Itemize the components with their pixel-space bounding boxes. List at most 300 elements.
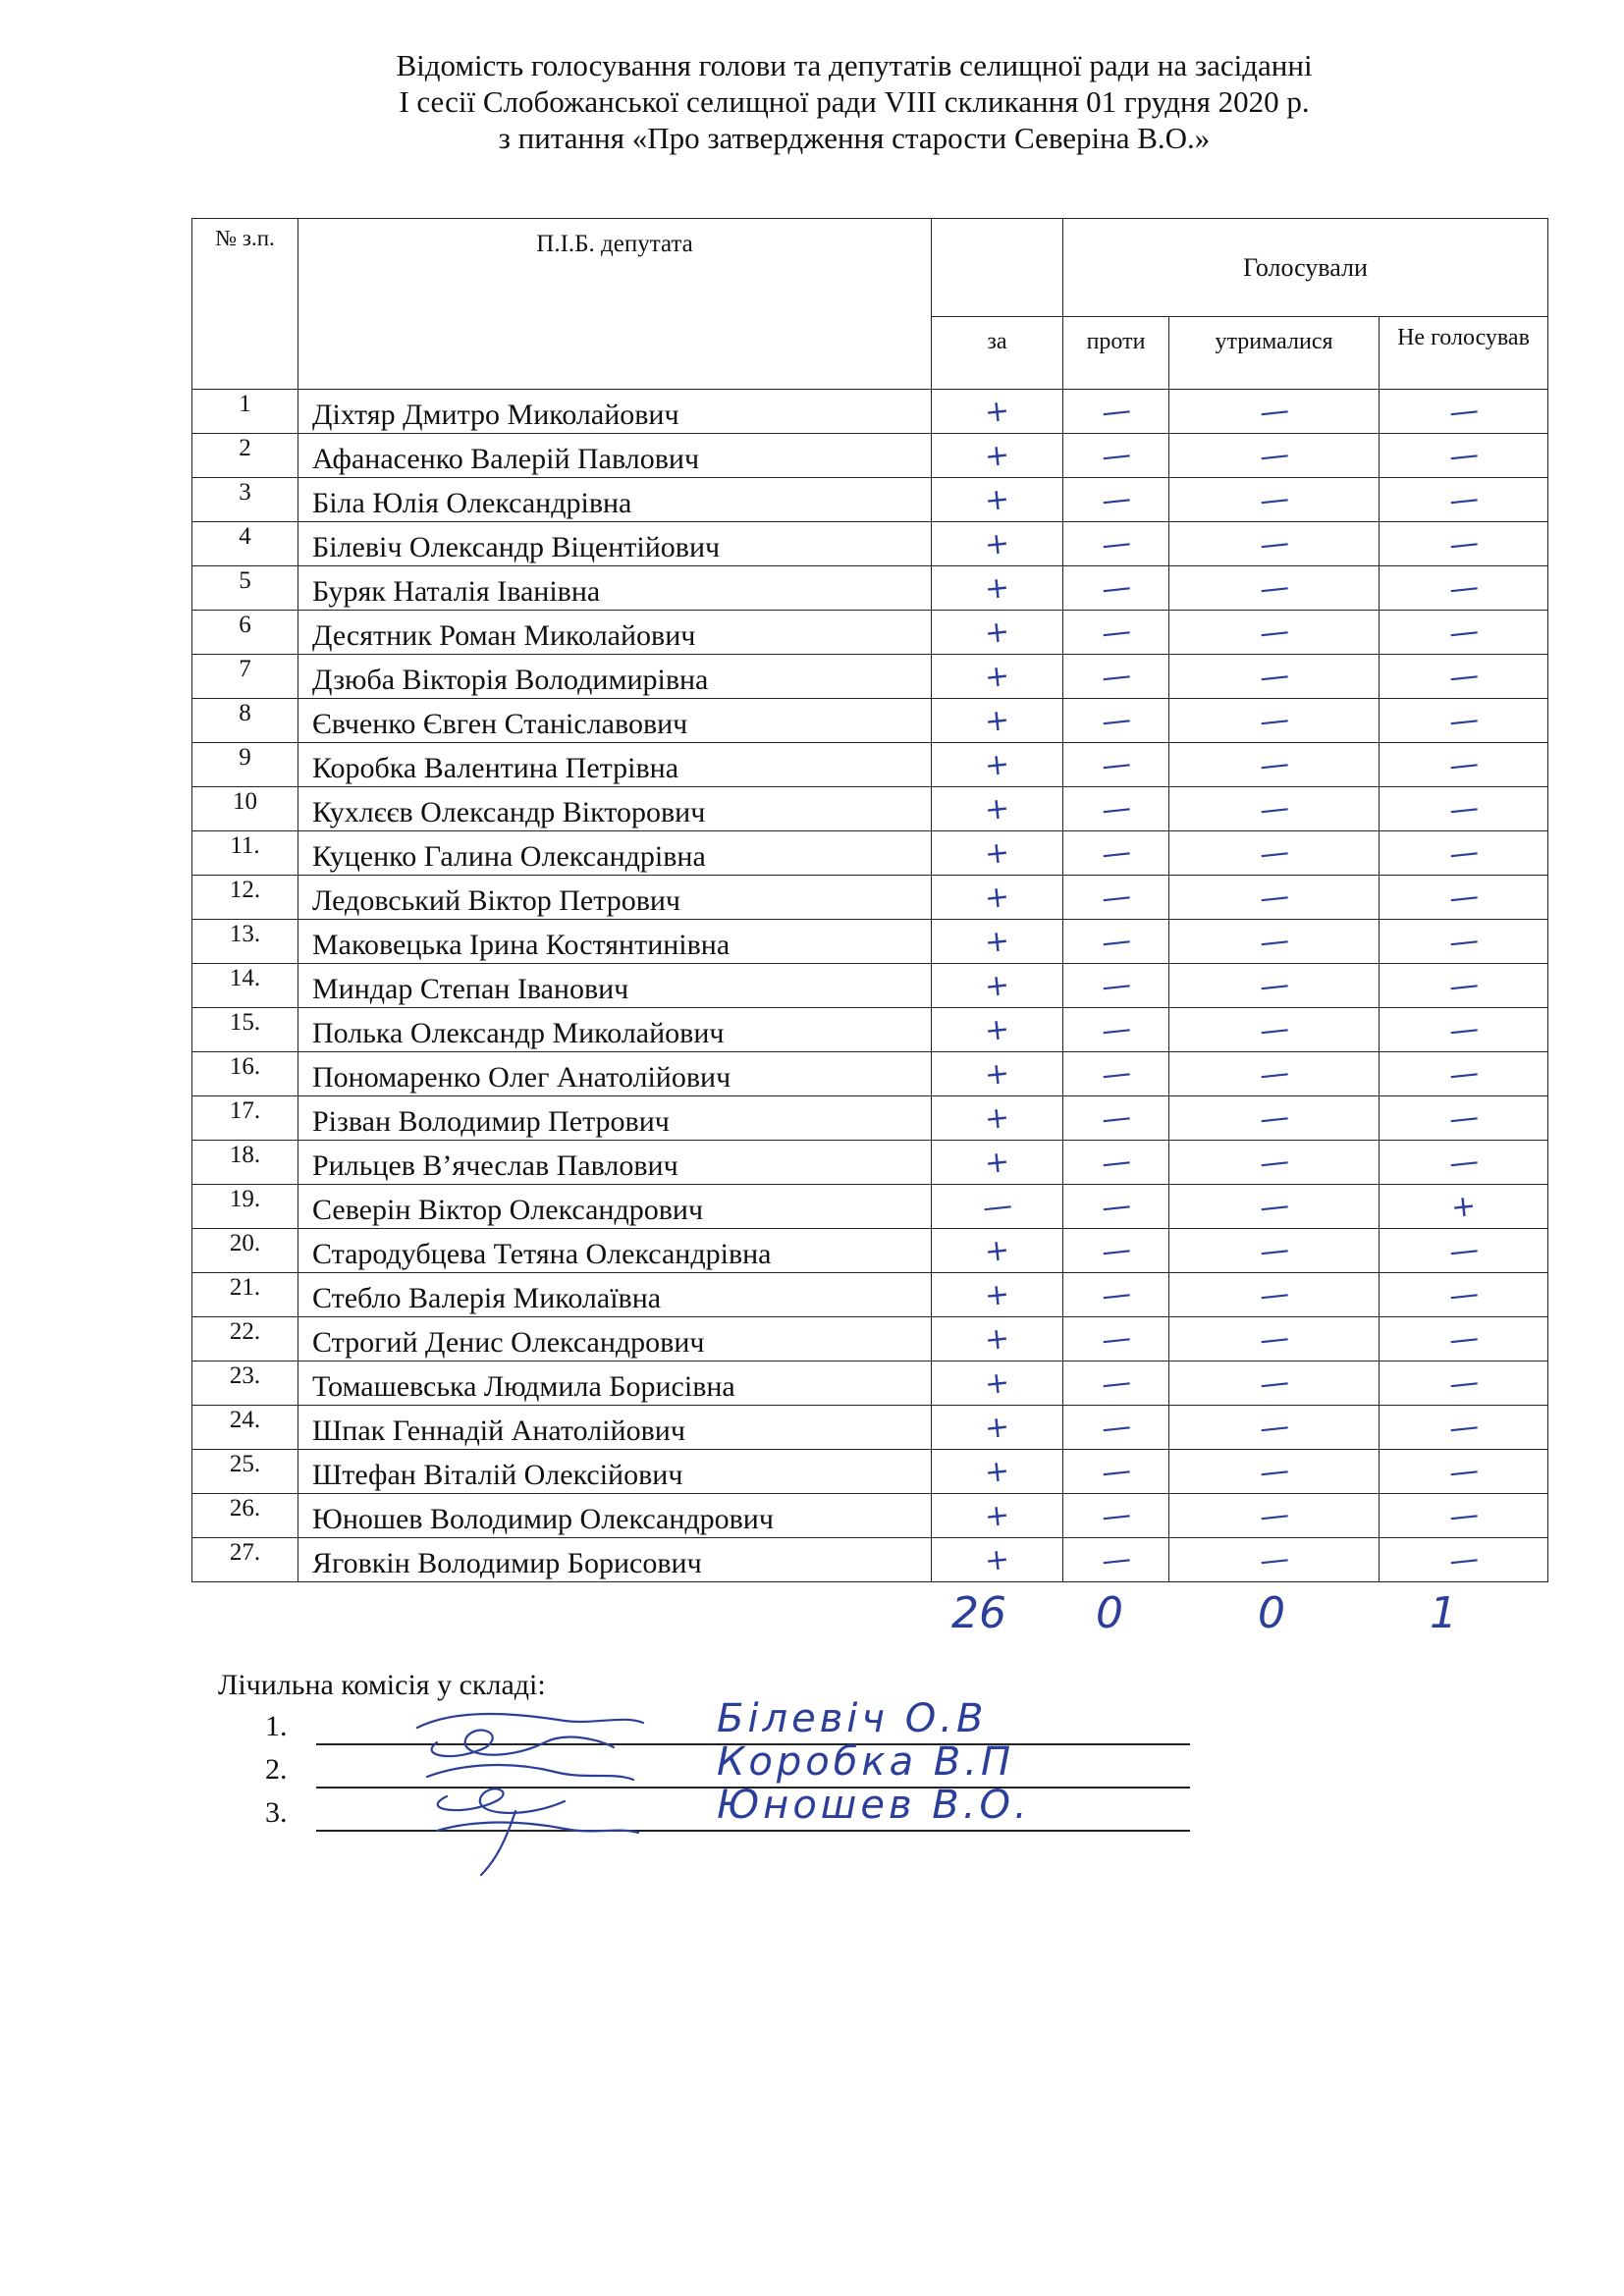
vote-not-voted-mark-glyph: —: [1446, 1232, 1481, 1269]
vote-for-mark: [932, 1494, 1063, 1538]
vote-for-mark-glyph: +: [983, 1011, 1011, 1048]
vote-against-mark-glyph: —: [1099, 1276, 1133, 1313]
vote-for-mark: [932, 1229, 1063, 1273]
vote-abstained-mark-glyph: —: [1257, 437, 1291, 474]
vote-for-mark-glyph: +: [983, 879, 1011, 916]
vote-abstained-mark-glyph: —: [1257, 1276, 1291, 1313]
table-row: [192, 1406, 1548, 1450]
deputy-name: Діхтяр Дмитро Миколайович: [298, 390, 932, 434]
vote-abstained-mark: [1169, 1229, 1380, 1273]
vote-not-voted-mark-glyph: —: [1446, 1497, 1481, 1534]
vote-against-mark: [1063, 655, 1169, 699]
vote-for-mark: [932, 876, 1063, 920]
total-against: 0: [1096, 1588, 1123, 1638]
vote-against-mark-glyph: —: [1099, 1099, 1133, 1137]
deputy-name: Різван Володимир Петрович: [298, 1096, 932, 1141]
vote-against-mark: [1063, 1406, 1169, 1450]
table-row: [192, 478, 1548, 522]
member-number: 1.: [265, 1710, 288, 1742]
vote-not-voted-mark-glyph: —: [1446, 746, 1481, 783]
vote-not-voted-mark-glyph: —: [1446, 1453, 1481, 1490]
vote-against-mark-glyph: —: [1099, 1188, 1133, 1225]
vote-not-voted-mark-glyph: —: [1446, 481, 1481, 518]
row-number: 2: [192, 434, 298, 478]
vote-for-mark: [932, 1317, 1063, 1362]
vote-for-mark-glyph: +: [983, 1099, 1011, 1137]
commission-label: Лічильна комісія у складі:: [218, 1669, 546, 1701]
header-abstained: утрималися: [1169, 317, 1380, 390]
vote-not-voted-mark-glyph: —: [1446, 1055, 1481, 1093]
deputy-name: Стародубцева Тетяна Олександрівна: [298, 1229, 932, 1273]
deputy-name: Рильцев В’ячеслав Павлович: [298, 1141, 932, 1185]
vote-abstained-mark-glyph: —: [1257, 967, 1291, 1004]
vote-against-mark: [1063, 1096, 1169, 1141]
row-number: 15.: [192, 1008, 298, 1052]
vote-abstained-mark: [1169, 434, 1380, 478]
vote-abstained-mark-glyph: —: [1257, 658, 1291, 695]
vote-against-mark-glyph: —: [1099, 1144, 1133, 1181]
vote-abstained-mark-glyph: —: [1257, 525, 1291, 562]
row-number: 4: [192, 522, 298, 566]
vote-not-voted-mark-glyph: —: [1446, 702, 1481, 739]
deputy-name: Шпак Геннадій Анатолійович: [298, 1406, 932, 1450]
table-row: [192, 1317, 1548, 1362]
vote-against-mark-glyph: —: [1099, 437, 1133, 474]
vote-not-voted-mark-glyph: —: [1446, 1276, 1481, 1313]
vote-abstained-mark: [1169, 611, 1380, 655]
vote-for-mark: [932, 655, 1063, 699]
vote-for-mark-glyph: +: [983, 1232, 1011, 1269]
vote-against-mark: [1063, 1317, 1169, 1362]
vote-for-mark: [932, 434, 1063, 478]
vote-for-mark-glyph: +: [983, 614, 1011, 651]
vote-abstained-mark: [1169, 1406, 1380, 1450]
vote-against-mark-glyph: —: [1099, 967, 1133, 1004]
table-row: [192, 1538, 1548, 1582]
vote-abstained-mark-glyph: —: [1257, 1497, 1291, 1534]
row-number: 16.: [192, 1052, 298, 1096]
deputy-name: Стебло Валерія Миколаївна: [298, 1273, 932, 1317]
vote-against-mark-glyph: —: [1099, 393, 1133, 430]
vote-abstained-mark: [1169, 1141, 1380, 1185]
vote-not-voted-mark-glyph: —: [1446, 967, 1481, 1004]
vote-for-mark: [932, 831, 1063, 876]
vote-against-mark: [1063, 611, 1169, 655]
totals-row: [0, 1588, 1624, 1647]
row-number: 11.: [192, 831, 298, 876]
vote-abstained-mark: [1169, 1273, 1380, 1317]
vote-against-mark: [1063, 1008, 1169, 1052]
vote-abstained-mark-glyph: —: [1257, 1188, 1291, 1225]
member-number: 3.: [265, 1796, 288, 1829]
deputy-name: Строгий Денис Олександрович: [298, 1317, 932, 1362]
row-number: 5: [192, 566, 298, 611]
vote-abstained-mark: [1169, 1450, 1380, 1494]
row-number: 12.: [192, 876, 298, 920]
row-number: 27.: [192, 1538, 298, 1582]
title-line-3: з питання «Про затвердження старости Северіна В.О.»: [498, 121, 1211, 155]
vote-against-mark: [1063, 566, 1169, 611]
vote-against-mark: [1063, 1229, 1169, 1273]
table-row: [192, 831, 1548, 876]
member-name: Білевіч О.В: [717, 1696, 988, 1741]
row-number: 9: [192, 743, 298, 787]
member-name: Юношев В.О.: [717, 1783, 1031, 1828]
row-number: 21.: [192, 1273, 298, 1317]
vote-abstained-mark: [1169, 876, 1380, 920]
vote-against-mark-glyph: —: [1099, 1541, 1133, 1578]
vote-abstained-mark-glyph: —: [1257, 1541, 1291, 1578]
row-number: 19.: [192, 1185, 298, 1229]
vote-abstained-mark-glyph: —: [1257, 1011, 1291, 1048]
deputy-name: Євченко Євген Станіславович: [298, 699, 932, 743]
vote-for-mark: [932, 964, 1063, 1008]
vote-against-mark: [1063, 964, 1169, 1008]
vote-abstained-mark: [1169, 1494, 1380, 1538]
vote-abstained-mark-glyph: —: [1257, 790, 1291, 828]
table-row: [192, 1052, 1548, 1096]
vote-for-mark-glyph: +: [983, 923, 1011, 960]
vote-abstained-mark-glyph: —: [1257, 569, 1291, 607]
vote-for-mark-glyph: +: [983, 834, 1011, 872]
row-number: 26.: [192, 1494, 298, 1538]
table-row: [192, 1008, 1548, 1052]
table-row: [192, 566, 1548, 611]
vote-for-mark: [932, 478, 1063, 522]
vote-for-mark: [932, 920, 1063, 964]
table-row: [192, 1273, 1548, 1317]
vote-abstained-mark-glyph: —: [1257, 879, 1291, 916]
vote-against-mark-glyph: —: [1099, 790, 1133, 828]
vote-abstained-mark: [1169, 1185, 1380, 1229]
vote-abstained-mark-glyph: —: [1257, 481, 1291, 518]
vote-not-voted-mark-glyph: +: [1449, 1188, 1478, 1225]
vote-against-mark: [1063, 1494, 1169, 1538]
deputy-name: Штефан Віталій Олексійович: [298, 1450, 932, 1494]
vote-for-mark-glyph: +: [983, 1320, 1011, 1358]
vote-against-mark: [1063, 743, 1169, 787]
vote-not-voted-mark: [1380, 920, 1548, 964]
header-against: проти: [1063, 317, 1169, 390]
deputy-name: Яговкін Володимир Борисович: [298, 1538, 932, 1582]
vote-for-mark-glyph: +: [983, 1364, 1011, 1402]
header-blank-cell: [932, 219, 1063, 317]
vote-not-voted-mark: [1380, 611, 1548, 655]
vote-not-voted-mark: [1380, 1273, 1548, 1317]
vote-against-mark-glyph: —: [1099, 658, 1133, 695]
vote-not-voted-mark-glyph: —: [1446, 393, 1481, 430]
vote-abstained-mark: [1169, 1008, 1380, 1052]
vote-against-mark: [1063, 1052, 1169, 1096]
row-number: 8: [192, 699, 298, 743]
vote-for-mark-glyph: +: [983, 437, 1011, 474]
vote-not-voted-mark: [1380, 1450, 1548, 1494]
vote-abstained-mark-glyph: —: [1257, 1232, 1291, 1269]
vote-not-voted-mark: [1380, 831, 1548, 876]
vote-abstained-mark: [1169, 743, 1380, 787]
deputy-name: Кухлєєв Олександр Вікторович: [298, 787, 932, 831]
table-row: [192, 876, 1548, 920]
table-row: [192, 1362, 1548, 1406]
vote-against-mark-glyph: —: [1099, 1364, 1133, 1402]
vote-abstained-mark: [1169, 566, 1380, 611]
vote-not-voted-mark-glyph: —: [1446, 1409, 1481, 1446]
table-row: [192, 1096, 1548, 1141]
table-row: [192, 522, 1548, 566]
vote-for-mark-glyph: +: [983, 1541, 1011, 1578]
vote-not-voted-mark: [1380, 699, 1548, 743]
vote-not-voted-mark: [1380, 434, 1548, 478]
table-row: [192, 964, 1548, 1008]
deputy-name: Юношев Володимир Олександрович: [298, 1494, 932, 1538]
row-number: 24.: [192, 1406, 298, 1450]
vote-for-mark: [932, 1185, 1063, 1229]
vote-against-mark-glyph: —: [1099, 1409, 1133, 1446]
vote-for-mark-glyph: +: [983, 790, 1011, 828]
header-voted: Голосували: [1063, 219, 1548, 317]
vote-abstained-mark: [1169, 1538, 1380, 1582]
vote-not-voted-mark-glyph: —: [1446, 1099, 1481, 1137]
vote-against-mark: [1063, 1273, 1169, 1317]
vote-against-mark-glyph: —: [1099, 1453, 1133, 1490]
vote-not-voted-mark: [1380, 964, 1548, 1008]
vote-for-mark-glyph: +: [983, 481, 1011, 518]
table-row: [192, 1141, 1548, 1185]
header-name: П.І.Б. депутата: [298, 219, 932, 390]
vote-against-mark: [1063, 876, 1169, 920]
vote-not-voted-mark: [1380, 1229, 1548, 1273]
table-row: [192, 1450, 1548, 1494]
header-num: № з.п.: [192, 219, 298, 390]
vote-not-voted-mark-glyph: —: [1446, 1011, 1481, 1048]
vote-for-mark-glyph: +: [983, 1497, 1011, 1534]
vote-abstained-mark-glyph: —: [1257, 1453, 1291, 1490]
vote-against-mark: [1063, 390, 1169, 434]
vote-against-mark-glyph: —: [1099, 746, 1133, 783]
deputy-name: Томашевська Людмила Борисівна: [298, 1362, 932, 1406]
vote-not-voted-mark: [1380, 655, 1548, 699]
vote-abstained-mark: [1169, 478, 1380, 522]
row-number: 17.: [192, 1096, 298, 1141]
total-not-voted: 1: [1430, 1588, 1457, 1638]
vote-against-mark: [1063, 1450, 1169, 1494]
vote-not-voted-mark: [1380, 1052, 1548, 1096]
row-number: 10: [192, 787, 298, 831]
vote-not-voted-mark: [1380, 1141, 1548, 1185]
vote-for-mark: [932, 1538, 1063, 1582]
table-row: [192, 920, 1548, 964]
vote-for-mark-glyph: +: [983, 746, 1011, 783]
vote-for-mark: [932, 787, 1063, 831]
header-for: за: [932, 317, 1063, 390]
table-row: [192, 1229, 1548, 1273]
vote-for-mark: [932, 1450, 1063, 1494]
deputy-name: Афанасенко Валерій Павлович: [298, 434, 932, 478]
deputy-name: Буряк Наталія Іванівна: [298, 566, 932, 611]
row-number: 20.: [192, 1229, 298, 1273]
vote-not-voted-mark: [1380, 522, 1548, 566]
vote-for-mark-glyph: +: [983, 525, 1011, 562]
deputy-name: Пономаренко Олег Анатолійович: [298, 1052, 932, 1096]
vote-not-voted-mark: [1380, 1096, 1548, 1141]
vote-not-voted-mark-glyph: —: [1446, 790, 1481, 828]
vote-for-mark: [932, 699, 1063, 743]
deputy-name: Миндар Степан Іванович: [298, 964, 932, 1008]
title-line-1: Відомість голосування голови та депутатів селищної ради на засіданні: [396, 48, 1313, 82]
vote-not-voted-mark: [1380, 1362, 1548, 1406]
vote-for-mark-glyph: +: [983, 967, 1011, 1004]
vote-for-mark: [932, 1141, 1063, 1185]
vote-for-mark-glyph: +: [983, 658, 1011, 695]
vote-abstained-mark-glyph: —: [1257, 1364, 1291, 1402]
table-row: [192, 743, 1548, 787]
vote-not-voted-mark-glyph: —: [1446, 437, 1481, 474]
vote-against-mark-glyph: —: [1099, 923, 1133, 960]
vote-not-voted-mark: [1380, 390, 1548, 434]
vote-for-mark-glyph: +: [983, 393, 1011, 430]
vote-not-voted-mark-glyph: —: [1446, 1364, 1481, 1402]
vote-against-mark-glyph: —: [1099, 1055, 1133, 1093]
vote-abstained-mark: [1169, 1317, 1380, 1362]
vote-for-mark: [932, 1362, 1063, 1406]
vote-not-voted-mark: [1380, 876, 1548, 920]
vote-against-mark: [1063, 920, 1169, 964]
row-number: 1: [192, 390, 298, 434]
vote-for-mark: [932, 1096, 1063, 1141]
vote-abstained-mark: [1169, 964, 1380, 1008]
signature-scribble: [398, 1703, 692, 1880]
row-number: 3: [192, 478, 298, 522]
vote-abstained-mark-glyph: —: [1257, 1055, 1291, 1093]
row-number: 18.: [192, 1141, 298, 1185]
vote-not-voted-mark-glyph: —: [1446, 834, 1481, 872]
vote-for-mark: [932, 522, 1063, 566]
page-title: [216, 47, 1492, 156]
vote-rows: [192, 390, 1548, 1582]
vote-not-voted-mark: [1380, 1317, 1548, 1362]
member-number: 2.: [265, 1753, 288, 1786]
table-row: [192, 787, 1548, 831]
vote-for-mark-glyph: +: [983, 569, 1011, 607]
vote-for-mark: [932, 611, 1063, 655]
total-for: 26: [951, 1588, 1006, 1638]
vote-abstained-mark-glyph: —: [1257, 614, 1291, 651]
vote-abstained-mark: [1169, 655, 1380, 699]
deputy-name: Ледовський Віктор Петрович: [298, 876, 932, 920]
vote-against-mark-glyph: —: [1099, 1011, 1133, 1048]
table-row: [192, 1494, 1548, 1538]
vote-not-voted-mark-glyph: —: [1446, 1144, 1481, 1181]
vote-against-mark-glyph: —: [1099, 702, 1133, 739]
table-row: [192, 1185, 1548, 1229]
vote-for-mark-glyph: +: [983, 1276, 1011, 1313]
deputy-name: Маковецька Ірина Костянтинівна: [298, 920, 932, 964]
total-abstained: 0: [1258, 1588, 1285, 1638]
vote-not-voted-mark-glyph: —: [1446, 1541, 1481, 1578]
vote-for-mark-glyph: +: [983, 702, 1011, 739]
table-row: [192, 434, 1548, 478]
row-number: 6: [192, 611, 298, 655]
vote-abstained-mark-glyph: —: [1257, 1144, 1291, 1181]
table-row: [192, 390, 1548, 434]
vote-not-voted-mark: [1380, 1008, 1548, 1052]
title-line-2: І сесії Слобожанської селищної ради VIII скликання 01 грудня 2020 р.: [399, 84, 1310, 119]
vote-abstained-mark-glyph: —: [1257, 702, 1291, 739]
vote-not-voted-mark: [1380, 1538, 1548, 1582]
deputy-name: Десятник Роман Миколайович: [298, 611, 932, 655]
vote-against-mark: [1063, 699, 1169, 743]
vote-for-mark-glyph: —: [980, 1188, 1014, 1225]
deputy-name: Білевіч Олександр Віцентійович: [298, 522, 932, 566]
vote-abstained-mark: [1169, 1096, 1380, 1141]
vote-for-mark: [932, 1008, 1063, 1052]
vote-not-voted-mark-glyph: —: [1446, 879, 1481, 916]
vote-against-mark-glyph: —: [1099, 1320, 1133, 1358]
vote-for-mark-glyph: +: [983, 1055, 1011, 1093]
vote-not-voted-mark: [1380, 478, 1548, 522]
vote-not-voted-mark: [1380, 1185, 1548, 1229]
vote-abstained-mark: [1169, 390, 1380, 434]
vote-against-mark-glyph: —: [1099, 569, 1133, 607]
vote-abstained-mark: [1169, 1052, 1380, 1096]
vote-not-voted-mark: [1380, 743, 1548, 787]
vote-against-mark: [1063, 522, 1169, 566]
vote-for-mark-glyph: +: [983, 1409, 1011, 1446]
vote-against-mark-glyph: —: [1099, 481, 1133, 518]
vote-against-mark: [1063, 831, 1169, 876]
vote-not-voted-mark-glyph: —: [1446, 1320, 1481, 1358]
row-number: 7: [192, 655, 298, 699]
vote-for-mark: [932, 390, 1063, 434]
vote-abstained-mark-glyph: —: [1257, 834, 1291, 872]
vote-against-mark: [1063, 1141, 1169, 1185]
vote-for-mark: [932, 743, 1063, 787]
vote-against-mark-glyph: —: [1099, 1232, 1133, 1269]
vote-abstained-mark-glyph: —: [1257, 393, 1291, 430]
row-number: 25.: [192, 1450, 298, 1494]
vote-against-mark-glyph: —: [1099, 1497, 1133, 1534]
vote-for-mark: [932, 1273, 1063, 1317]
vote-abstained-mark-glyph: —: [1257, 923, 1291, 960]
vote-not-voted-mark-glyph: —: [1446, 923, 1481, 960]
vote-not-voted-mark-glyph: —: [1446, 569, 1481, 607]
vote-against-mark: [1063, 1538, 1169, 1582]
vote-for-mark: [932, 1406, 1063, 1450]
vote-not-voted-mark-glyph: —: [1446, 658, 1481, 695]
deputy-name: Куценко Галина Олександрівна: [298, 831, 932, 876]
vote-against-mark: [1063, 1362, 1169, 1406]
vote-against-mark-glyph: —: [1099, 879, 1133, 916]
vote-abstained-mark: [1169, 1362, 1380, 1406]
table-row: [192, 611, 1548, 655]
vote-against-mark-glyph: —: [1099, 834, 1133, 872]
vote-abstained-mark-glyph: —: [1257, 746, 1291, 783]
vote-abstained-mark: [1169, 787, 1380, 831]
deputy-name: Дзюба Вікторія Володимирівна: [298, 655, 932, 699]
vote-not-voted-mark-glyph: —: [1446, 614, 1481, 651]
vote-for-mark: [932, 1052, 1063, 1096]
vote-not-voted-mark: [1380, 1406, 1548, 1450]
vote-abstained-mark-glyph: —: [1257, 1320, 1291, 1358]
row-number: 23.: [192, 1362, 298, 1406]
vote-abstained-mark: [1169, 831, 1380, 876]
vote-against-mark-glyph: —: [1099, 525, 1133, 562]
deputy-name: Северін Віктор Олександрович: [298, 1185, 932, 1229]
vote-for-mark-glyph: +: [983, 1144, 1011, 1181]
vote-against-mark: [1063, 478, 1169, 522]
vote-abstained-mark-glyph: —: [1257, 1409, 1291, 1446]
table-row: [192, 699, 1548, 743]
